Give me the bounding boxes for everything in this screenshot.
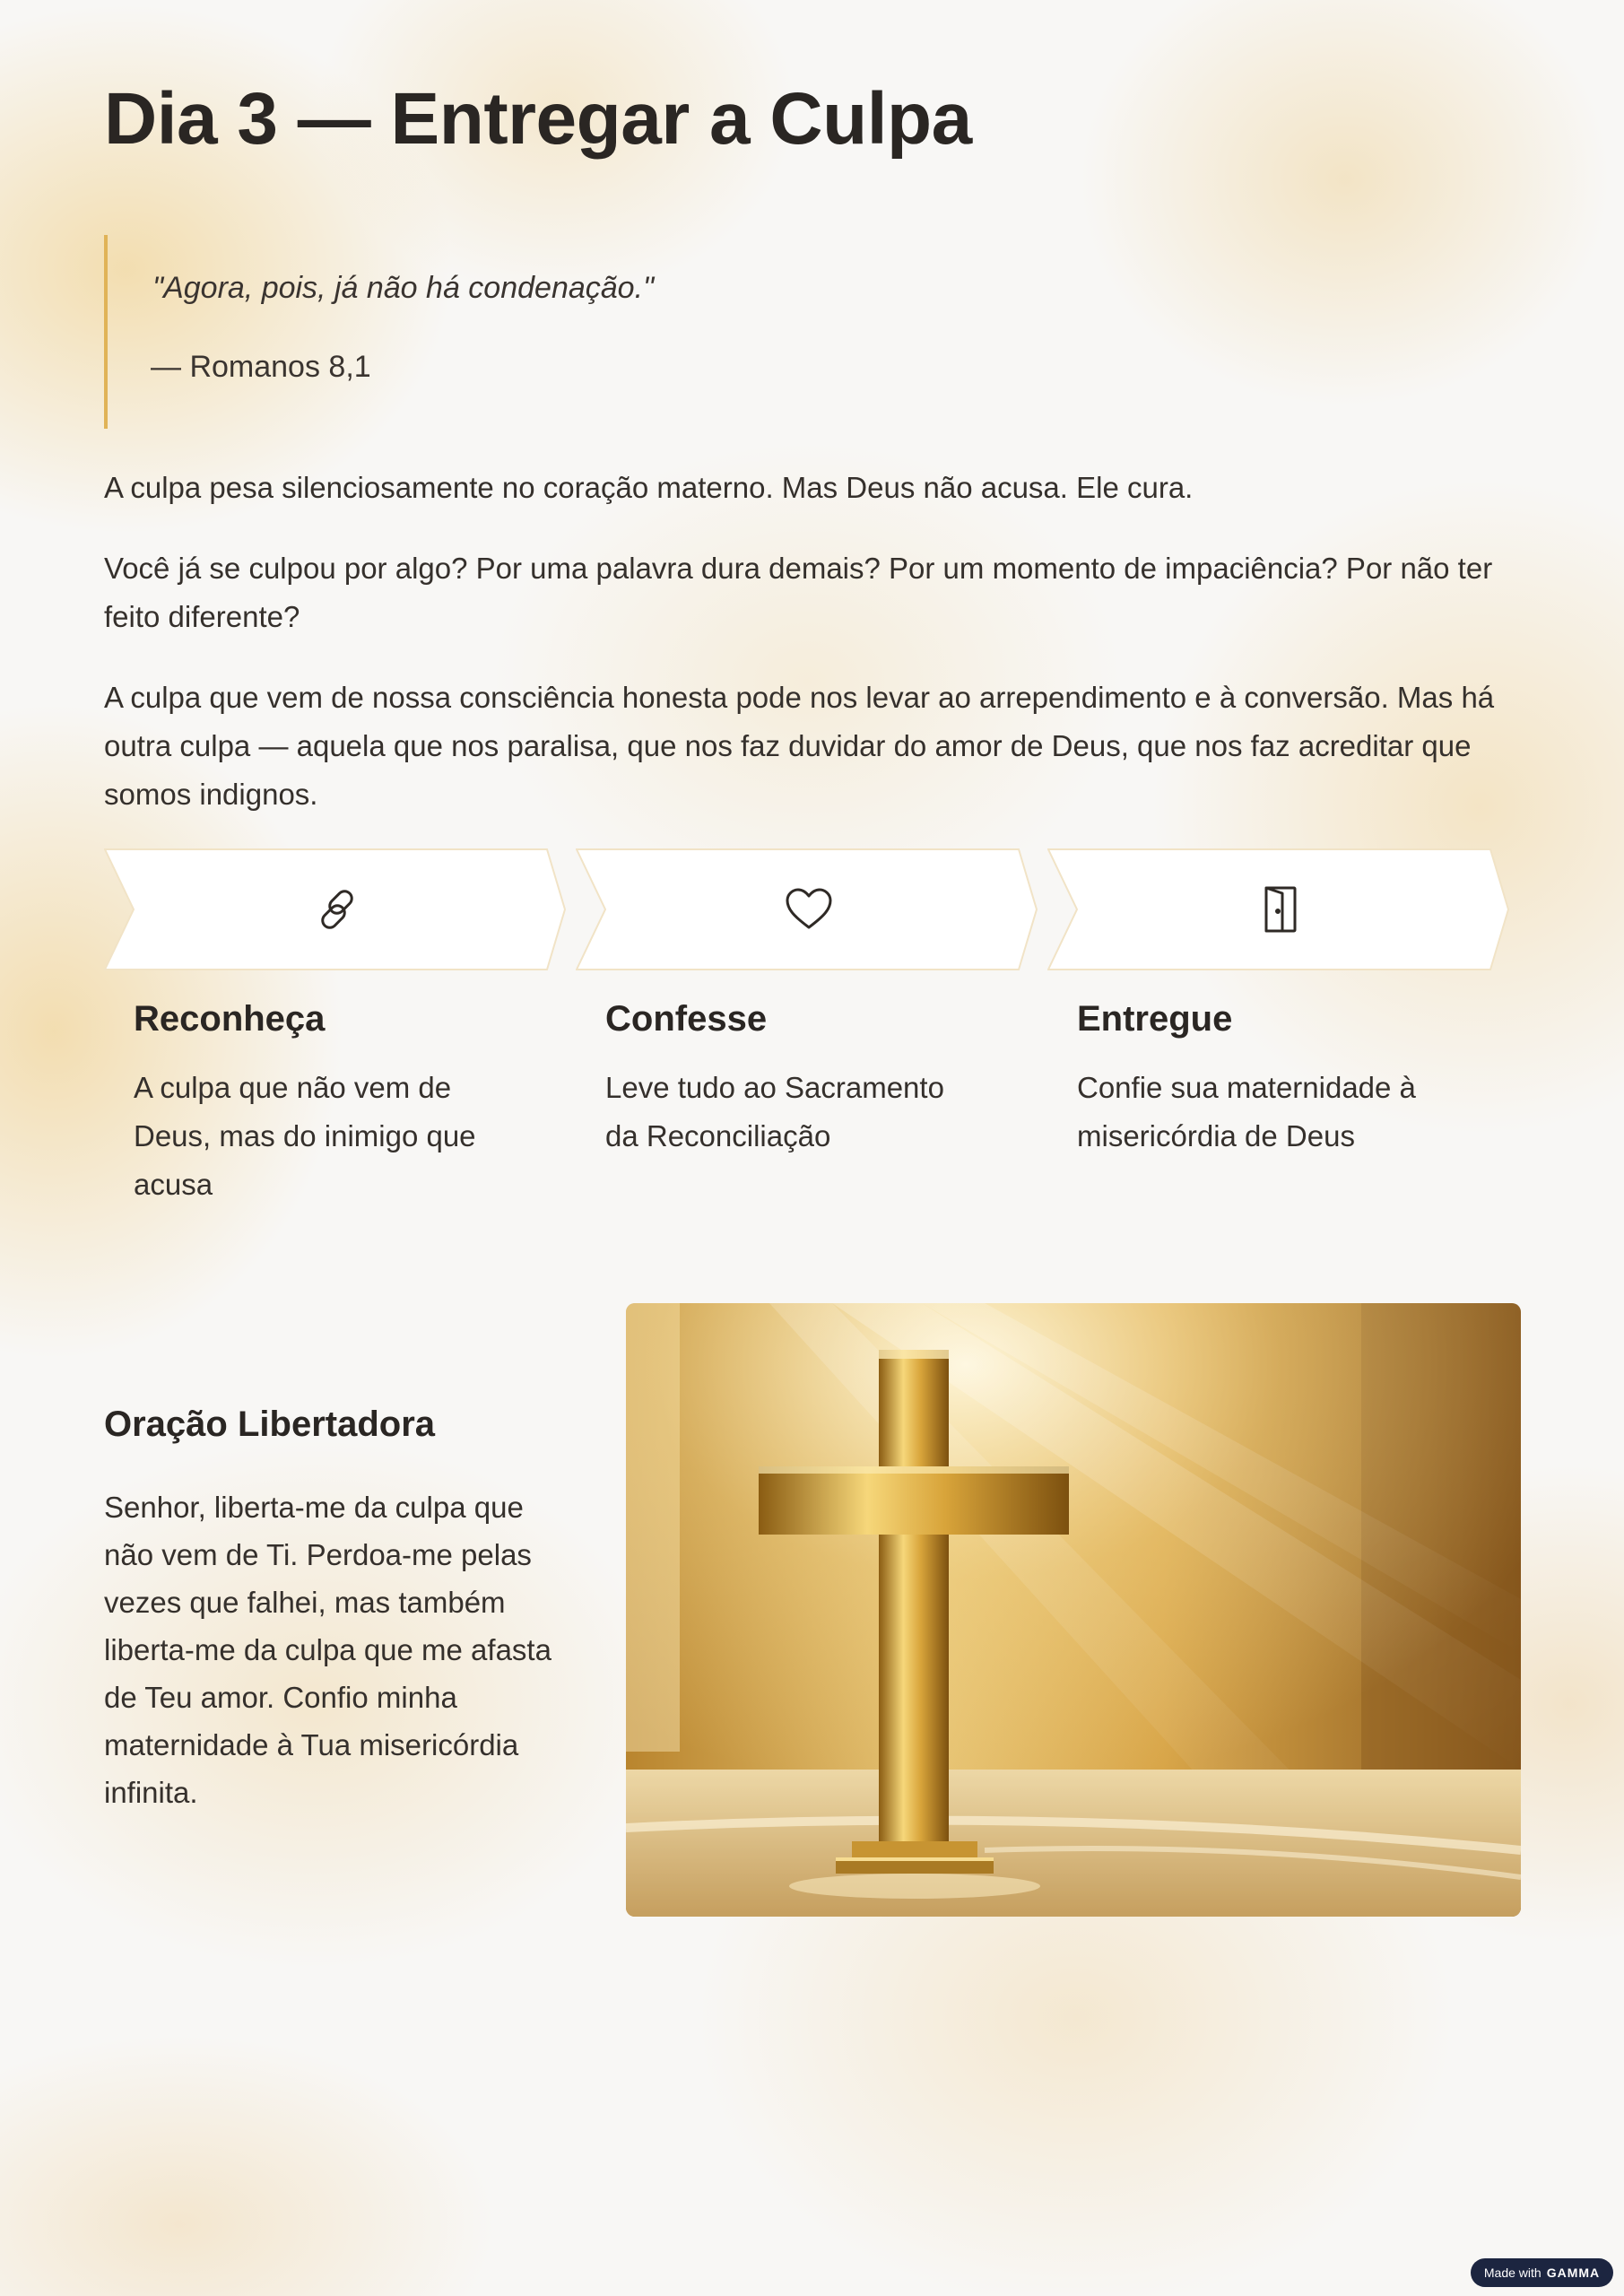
paragraph-guilt: A culpa que vem de nossa consciência honesta pode nos levar ao arrependimento e à conversão. Mas há outra culpa — aquela que nos paralisa, que nos faz duvidar do amor de Deus, que nos faz acreditar que somos indignos. (104, 681, 1495, 811)
paragraph-questions: Você já se culpou por algo? Por uma palavra dura demais? Por um momento de impaciência? Por não ter feito diferente? (104, 552, 1493, 633)
paragraph-intro: A culpa pesa silenciosamente no coração materno. Mas Deus não acusa. Ele cura. (104, 471, 1194, 504)
prayer-title: Oração Libertadora (104, 1405, 436, 1444)
step-text: A culpa que não vem de Deus, mas do inimigo que acusa (134, 1071, 476, 1201)
step-title: Confesse (605, 999, 768, 1039)
steps-process (104, 848, 1521, 1225)
step-text: Leve tudo ao Sacramento da Reconciliação (605, 1071, 944, 1152)
link-icon (312, 884, 362, 935)
badge-brand: GAMMA (1546, 2266, 1601, 2280)
prayer-text: Senhor, liberta-me da culpa que não vem de Ti. Perdoa-me pelas vezes que falhei, mas também liberta-me da culpa que me afasta de Teu amor. Confio minha maternidade à Tua misericórdia infinita. (104, 1491, 551, 1809)
step-text: Confie sua maternidade à misericórdia de Deus (1077, 1071, 1416, 1152)
door-icon (1255, 884, 1306, 935)
quote-citation: — Romanos 8,1 (151, 350, 371, 384)
made-with-gamma-badge[interactable] (1471, 2258, 1613, 2287)
quote-text: "Agora, pois, já não há condenação." (152, 271, 655, 305)
badge-prefix: Made with (1483, 2266, 1541, 2280)
golden-cross-image (626, 1303, 1521, 1917)
step-title: Reconheça (134, 999, 326, 1039)
heart-icon (784, 884, 834, 935)
step-title: Entregue (1077, 999, 1233, 1039)
page-title: Dia 3 — Entregar a Culpa (104, 78, 972, 160)
scripture-quote (104, 235, 915, 429)
